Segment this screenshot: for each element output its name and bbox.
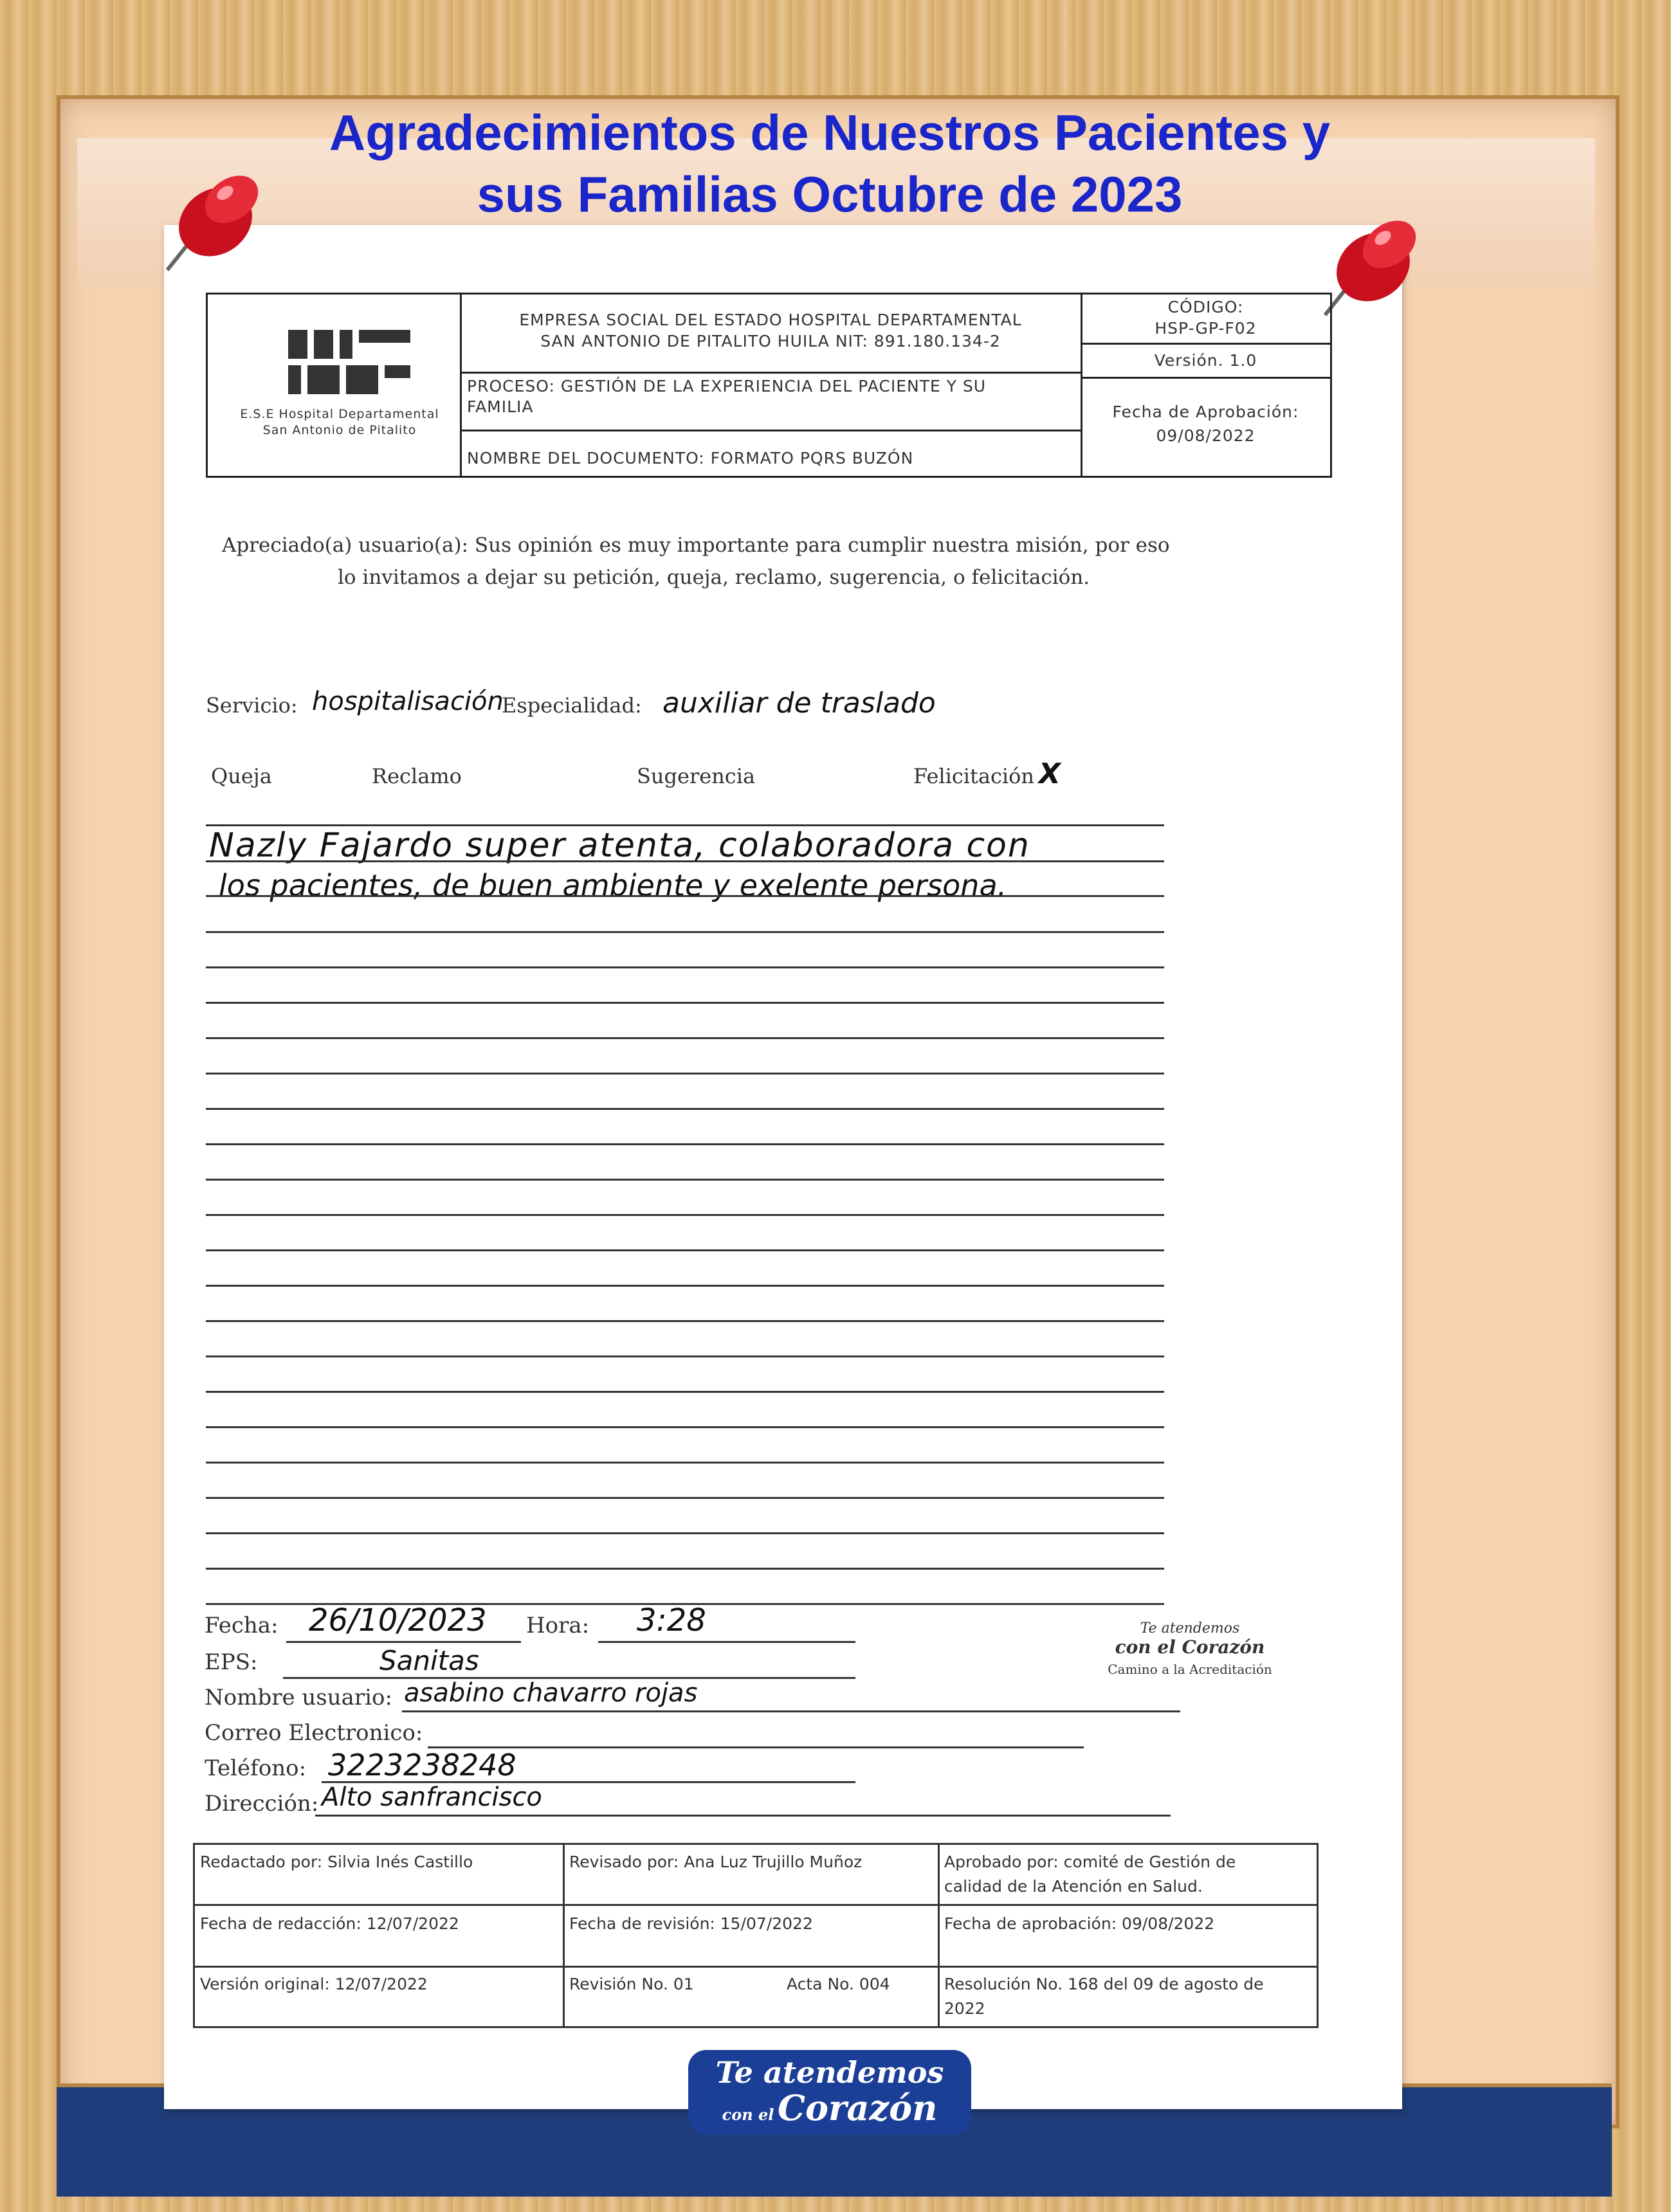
resolution-line-2: 2022 [944, 1999, 985, 2018]
footer-table [193, 1843, 1319, 2028]
type-reclamo: Reclamo [372, 764, 462, 788]
title-line-1: Agradecimientos de Nuestros Pacientes y [329, 104, 1331, 161]
felicitacion-check-mark: X [1039, 757, 1061, 790]
approved-by-line-2: calidad de la Atención en Salud. [944, 1877, 1203, 1896]
time-value: 3:28 [637, 1602, 706, 1638]
code-value: HSP-GP-F02 [1155, 319, 1257, 338]
date-label: Fecha: [205, 1613, 278, 1638]
document-header [206, 293, 1332, 478]
stamp-line-2: con el Corazón [1115, 1636, 1265, 1658]
eps-label: EPS: [205, 1649, 258, 1675]
time-label: Hora: [526, 1613, 590, 1638]
process-line-1: PROCESO: GESTIÓN DE LA EXPERIENCIA DEL PACIENTE Y SU [467, 377, 987, 395]
reviewed-by: Revisado por: Ana Luz Trujillo Muñoz [569, 1853, 863, 1871]
acta-number: Acta No. 004 [787, 1975, 890, 1993]
title-line-2: sus Familias Octubre de 2023 [477, 166, 1183, 222]
form-sheet [164, 225, 1402, 2109]
company-name-line-1: EMPRESA SOCIAL DEL ESTADO HOSPITAL DEPARTAMENTAL [519, 311, 1022, 329]
review-date: Fecha de revisión: 15/07/2022 [569, 1914, 813, 1933]
approved-by-line-1: Aprobado por: comité de Gestión de [944, 1853, 1236, 1871]
intro-line-1: Apreciado(a) usuario(a): Sus opinión es muy importante para cumplir nuestra misión, por eso [222, 534, 1170, 557]
redacted-by: Redactado por: Silvia Inés Castillo [200, 1853, 473, 1871]
comment-line-1: Nazly Fajardo super atenta, colaboradora con [209, 826, 1030, 865]
resolution-line-1: Resolución No. 168 del 09 de agosto de [944, 1975, 1264, 1993]
code-label: CÓDIGO: [1167, 298, 1244, 316]
specialty-value: auxiliar de traslado [662, 687, 936, 720]
specialty-label: Especialidad: [502, 693, 642, 718]
accreditation-stamp [1106, 1620, 1274, 1677]
te-atendemos-logo [688, 2050, 971, 2135]
badge-small-text: con el [722, 2105, 774, 2124]
approval-date: 09/08/2022 [1156, 426, 1256, 445]
process-line-2: FAMILIA [467, 397, 534, 416]
revision-number: Revisión No. 01 [569, 1975, 694, 1993]
version: Versión. 1.0 [1154, 351, 1257, 370]
type-sugerencia: Sugerencia [637, 764, 756, 788]
hospital-logo-icon [285, 327, 414, 397]
phone-value: 3223238248 [328, 1748, 516, 1782]
email-label: Correo Electronico: [205, 1720, 423, 1746]
comment-line-2: los pacientes, de buen ambiente y exelente persona. [219, 868, 1007, 903]
document-name: NOMBRE DEL DOCUMENTO: FORMATO PQRS BUZÓN [467, 449, 914, 467]
type-felicitacion: Felicitación [913, 764, 1034, 788]
page-title [193, 102, 1466, 225]
intro-line-2: lo invitamos a dejar su petición, queja, reclamo, sugerencia, o felicitación. [338, 566, 1090, 589]
logo-caption-2: San Antonio de Pitalito [262, 423, 417, 437]
service-label: Servicio: [206, 693, 298, 718]
original-version: Versión original: 12/07/2022 [200, 1975, 428, 1993]
name-value: asabino chavarro rojas [404, 1678, 698, 1708]
approval-label: Fecha de Aprobación: [1112, 403, 1299, 421]
email-field [428, 1746, 1084, 1748]
badge-line-1: Te atendemos [715, 2055, 944, 2090]
address-value: Alto sanfrancisco [322, 1782, 542, 1812]
approval-date-footer: Fecha de aprobación: 09/08/2022 [944, 1914, 1215, 1933]
badge-line-2: Corazón [778, 2087, 938, 2128]
address-label: Dirección: [205, 1791, 319, 1817]
stamp-line-3: Camino a la Acreditación [1108, 1662, 1272, 1677]
company-name-line-2: SAN ANTONIO DE PITALITO HUILA NIT: 891.180.134-2 [540, 332, 1001, 350]
hospital-logo [208, 295, 459, 476]
service-value: hospitalisación [312, 687, 504, 716]
phone-label: Teléfono: [205, 1755, 307, 1781]
eps-value: Sanitas [379, 1645, 479, 1676]
date-value: 26/10/2023 [309, 1602, 487, 1638]
logo-caption-1: E.S.E Hospital Departamental [240, 407, 439, 421]
stamp-line-1: Te atendemos [1140, 1620, 1240, 1636]
name-label: Nombre usuario: [205, 1685, 392, 1710]
redaction-date: Fecha de redacción: 12/07/2022 [200, 1914, 459, 1933]
pushpin-left-icon [154, 161, 270, 276]
type-queja: Queja [211, 764, 272, 788]
